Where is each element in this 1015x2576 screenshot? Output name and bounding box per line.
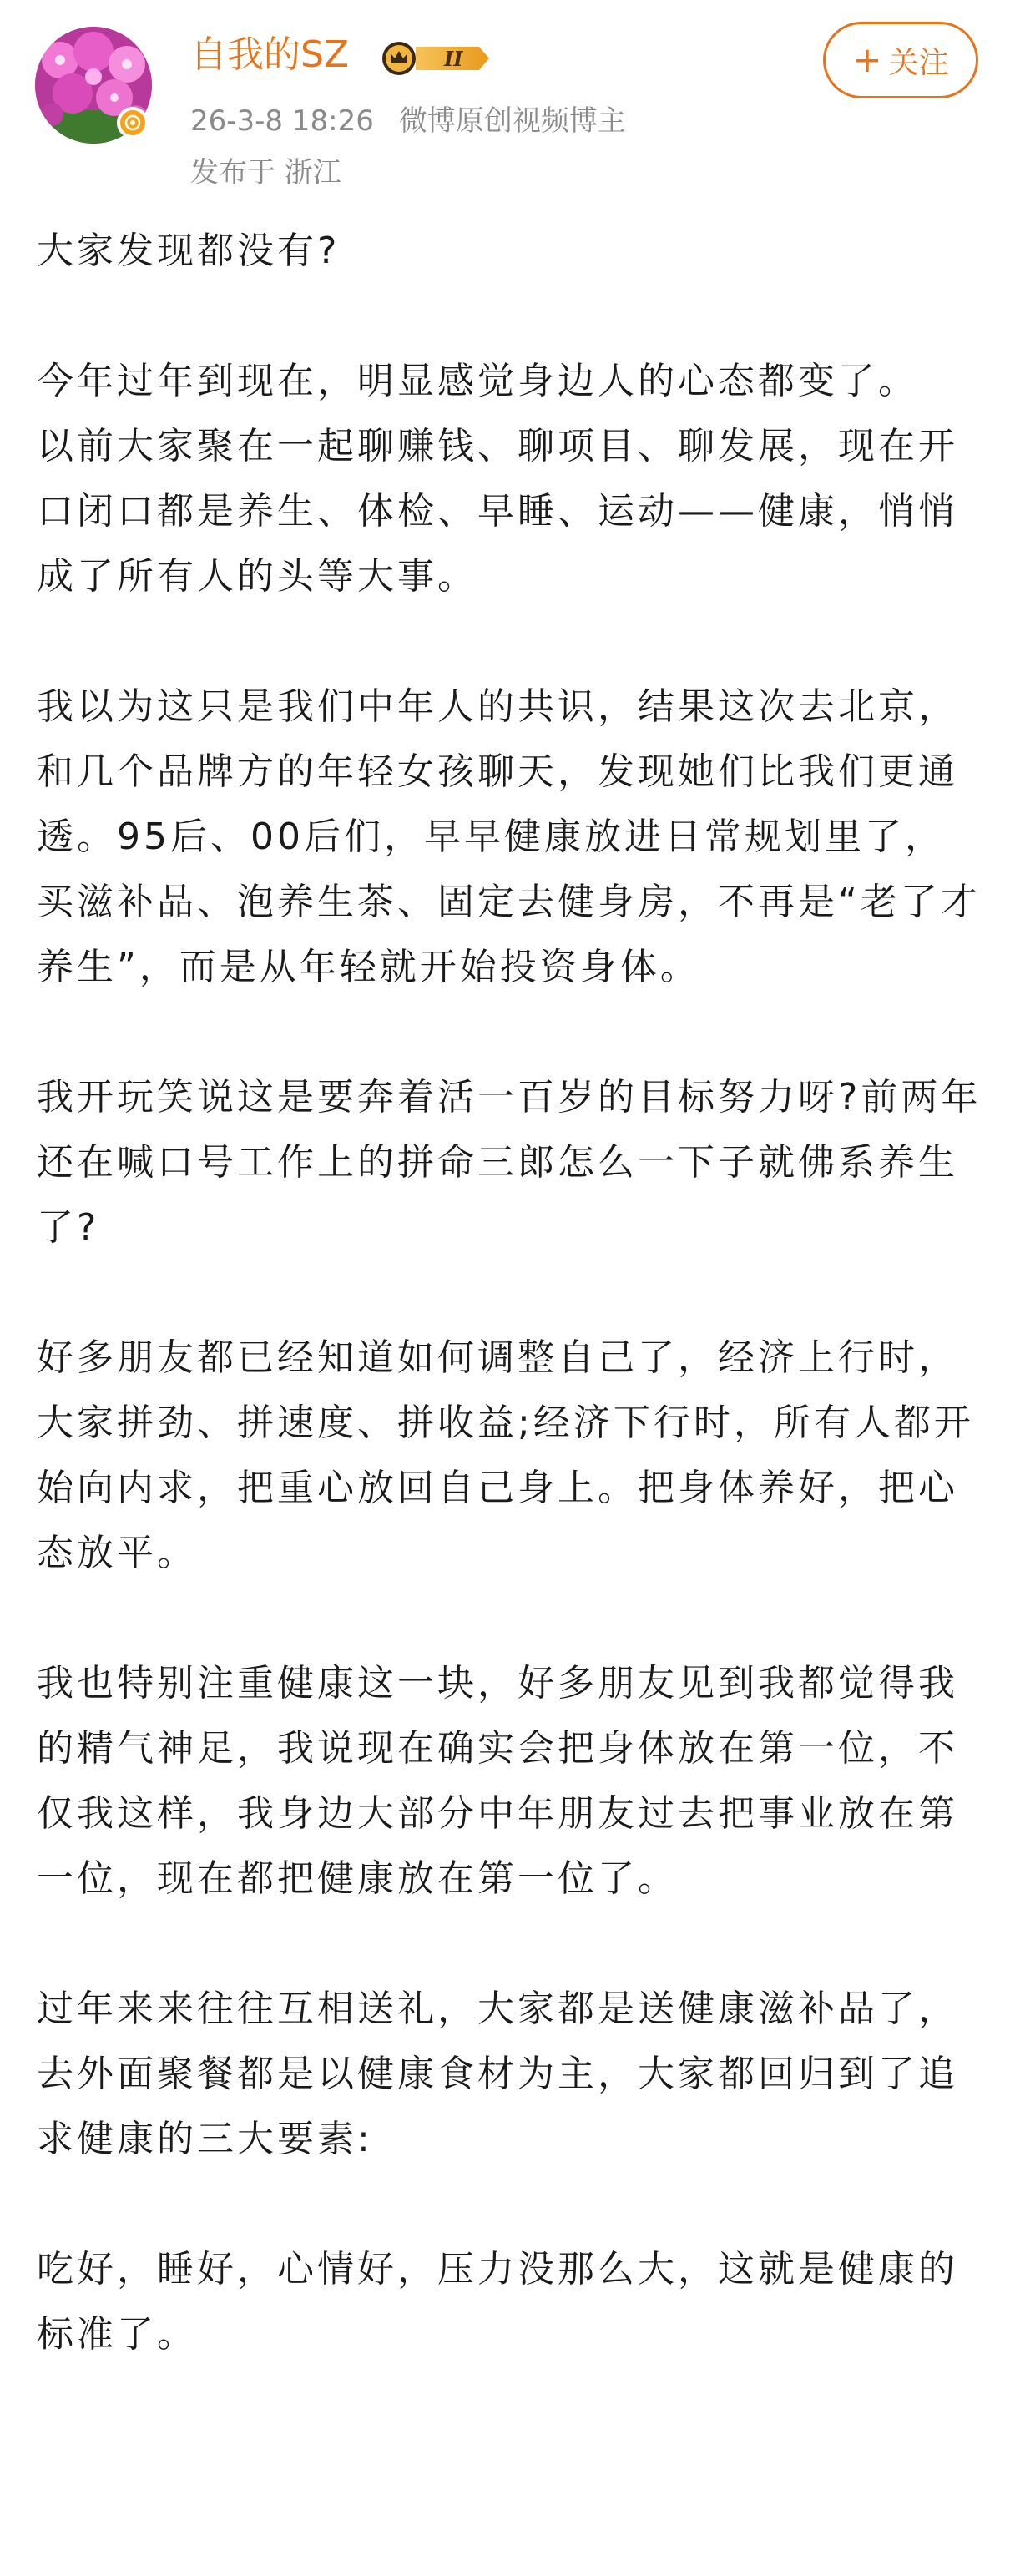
post-paragraph: 吃好，睡好，心情好，压力没那么大，这就是健康的标准了。 <box>37 2248 958 2356</box>
follow-button-label: 关注 <box>888 45 949 80</box>
post-date: 26-3-8 18:26 <box>190 104 374 138</box>
post-source: 微博原创视频博主 <box>398 104 626 138</box>
post-paragraph: 今年过年到现在，明显感觉身边人的心态都变了。 以前大家聚在一起聊赚钱、聊项目、聊发展，现在开口闭口都是养生、体检、早睡、运动——健康，悄悄成了所有人的头等大事。 <box>37 360 958 598</box>
post-paragraph: 大家发现都没有? <box>37 230 341 272</box>
vip-crown-badge-icon[interactable] <box>379 40 491 77</box>
post-paragraph: 好多朋友都已经知道如何调整自己了，经济上行时，大家拼劲、拼速度、拼收益;经济下行时，所有人都开始向内求，把重心放回自己身上。把身体养好，把心态放平。 <box>37 1336 974 1574</box>
post-paragraph: 我开玩笑说这是要奔着活一百岁的目标努力呀?前两年还在喊口号工作上的拼命三郎怎么一下子就佛系养生了? <box>37 1076 982 1249</box>
username[interactable]: 自我的SZ <box>190 33 350 76</box>
plus-icon: + <box>852 39 882 80</box>
verified-v-icon <box>117 107 149 139</box>
post-paragraph: 过年来来往往互相送礼，大家都是送健康滋补品了，去外面聚餐都是以健康食材为主，大家都回归到了追求健康的三大要素: <box>37 1988 958 2160</box>
post-location: 发布于 浙江 <box>190 156 341 189</box>
post-body <box>37 219 982 2367</box>
post-paragraph: 我也特别注重健康这一块，好多朋友见到我都觉得我的精气神足，我说现在确实会把身体放在第一位，不仅我这样，我身边大部分中年朋友过去把事业放在第一位，现在都把健康放在第一位了。 <box>37 1662 958 1900</box>
post-paragraph: 我以为这只是我们中年人的共识，结果这次去北京，和几个品牌方的年轻女孩聊天，发现她们比我们更通透。95后、00后们，早早健康放进日常规划里了，买滋补品、泡养生茶、固定去健身房，不再是“老了才养生”，而是从年轻就开始投资身体。 <box>37 685 981 988</box>
post-header <box>0 0 1015 200</box>
follow-button[interactable] <box>823 22 978 98</box>
vip-level-text: II <box>444 47 463 71</box>
post-meta <box>190 102 651 140</box>
